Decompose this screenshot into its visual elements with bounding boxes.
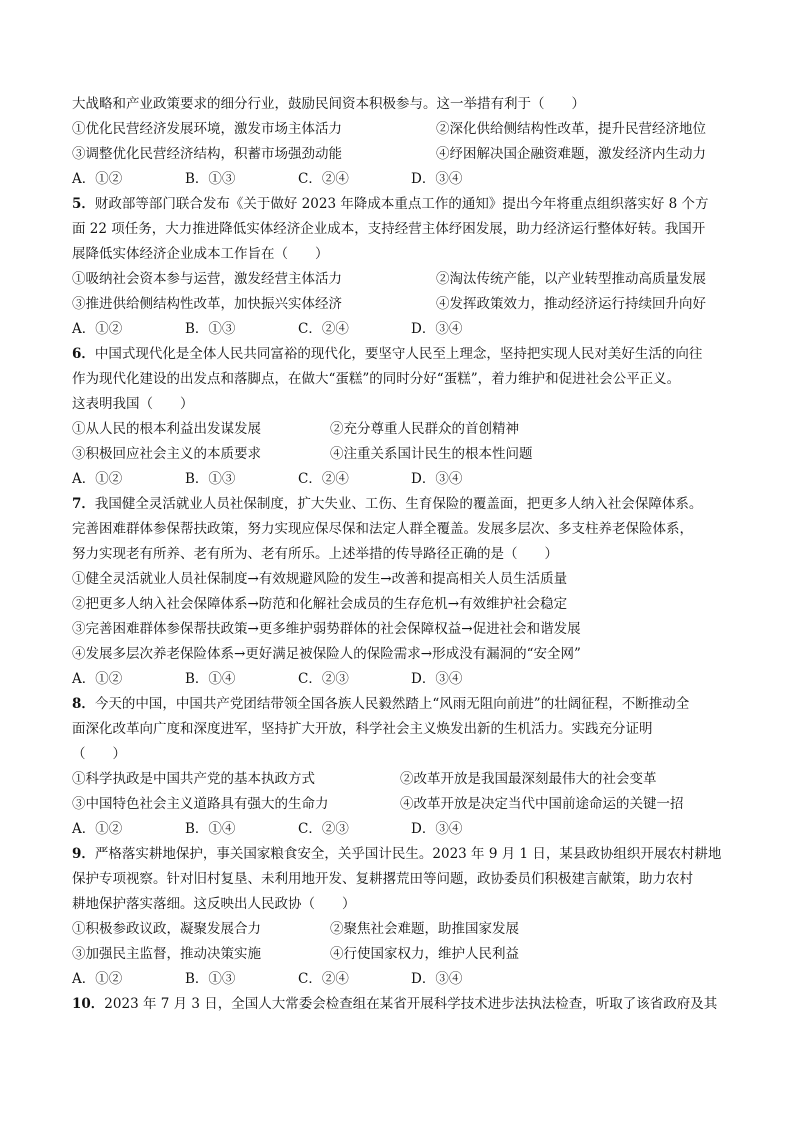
answer-a: A．①② [72,971,123,987]
question-stem-line: 保护专项视察。针对旧村复垦、未利用地开发、复耕撂荒田等问题，政协委员们积极建言献策，助力农村 [72,871,693,887]
answer-b: B．①④ [185,821,236,837]
answer-c: C．②④ [298,171,349,187]
question-stem-line: 这表明我国（ ） [72,396,194,412]
answer-c: C．②③ [298,821,349,837]
option-2: ②淘汰传统产能，以产业转型推动高质量发展 [436,271,706,287]
answer-b: B．①③ [185,471,236,487]
question-number: 6． [72,346,95,362]
question-stem-line: 展降低实体经济企业成本工作旨在（ ） [72,246,329,262]
option-1: ①积极参政议政，凝聚发展合力 [72,921,261,937]
option-list [72,117,732,167]
answer-d: D．③④ [411,971,463,987]
option-4: ④纾困解决国企融资难题，激发经济内生动力 [436,146,706,162]
answer-choices [72,167,732,192]
question-8 [72,692,732,842]
answer-choices [72,817,732,842]
option-1: ①从人民的根本利益出发谋发展 [72,421,261,437]
option-2: ②深化供给侧结构性改革，提升民营经济地位 [436,121,706,137]
question-stem-line: 我国健全灵活就业人员社保制度，扩大失业、工伤、生育保险的覆盖面，把更多人纳入社会保障体系。 [94,496,703,512]
option-2: ②把更多人纳入社会保障体系→防范和化解社会成员的生存危机→有效维护社会稳定 [72,596,568,612]
question-stem-line: （ ） [72,746,126,762]
answer-d: D．③④ [411,471,463,487]
answer-d: D．③④ [411,671,463,687]
option-2: ②充分尊重人民群众的首创精神 [330,421,519,437]
option-4: ④注重关系国计民生的根本性问题 [330,446,533,462]
answer-b: B．①④ [185,671,236,687]
answer-c: C．②④ [298,471,349,487]
question-stem-line: 努力实现老有所养、老有所为、老有所乐。上述举措的传导路径正确的是（ ） [72,546,558,562]
answer-b: B．①③ [185,171,236,187]
answer-c: C．②④ [298,971,349,987]
answer-choices [72,667,732,692]
answer-b: B．①③ [185,971,236,987]
option-3: ③完善困难群体参保帮扶政策→更多维护弱势群体的社会保障权益→促进社会和谐发展 [72,621,581,637]
question-9 [72,842,732,992]
question-number: 10． [72,996,105,1012]
option-list [72,767,732,817]
question-10 [72,992,732,1017]
answer-c: C．②③ [298,671,349,687]
answer-d: D．③④ [411,321,463,337]
question-stem-line: 耕地保护落实落细。这反映出人民政协（ ） [72,896,356,912]
option-4: ④改革开放是决定当代中国前途命运的关键一招 [400,796,684,812]
answer-d: D．③④ [411,171,463,187]
question-stem-line: 严格落实耕地保护，事关国家粮食安全，关乎国计民生。2023 年 9 月 1 日，某县政协组织开展农村耕地 [94,846,722,862]
question-number: 8． [72,696,95,712]
question-4 [72,92,732,192]
answer-d: D．③④ [411,821,463,837]
answer-a: A．①② [72,821,123,837]
option-3: ③加强民主监督，推动决策实施 [72,946,261,962]
answer-choices [72,317,732,342]
option-4: ④行使国家权力，维护人民利益 [330,946,519,962]
option-3: ③调整优化民营经济结构，积蓄市场强劲动能 [72,146,342,162]
question-stem-line: 面深化改革向广度和深度进军，坚持扩大开放，科学社会主义焕发出新的生机活力。实践充分证明 [72,721,653,737]
option-2: ②改革开放是我国最深刻最伟大的社会变革 [400,771,657,787]
question-stem-line: 财政部等部门联合发布《关于做好 2023 年降成本重点工作的通知》提出今年将重点组织落实好 8 个方 [94,196,709,212]
answer-b: B．①③ [185,321,236,337]
option-1: ①科学执政是中国共产党的基本执政方式 [72,771,315,787]
question-stem-line: 2023 年 7 月 3 日，全国人大常委会检查组在某省开展科学技术进步法执法检查，听取了该省政府及其 [104,996,718,1012]
answer-a: A．①② [72,671,123,687]
question-number: 9． [72,846,95,862]
option-1: ①吸纳社会资本参与运营，激发经营主体活力 [72,271,342,287]
question-number: 7． [72,496,95,512]
answer-a: A．①② [72,171,123,187]
option-4: ④发展多层次养老保险体系→更好满足被保险人的保险需求→形成没有漏洞的“安全网” [72,646,581,662]
question-6 [72,342,732,492]
option-list [72,267,732,317]
question-stem-line: 作为现代化建设的出发点和落脚点，在做大“蛋糕”的同时分好“蛋糕”，着力维护和促进社会公平正义。 [72,371,681,387]
option-1: ①优化民营经济发展环境，激发市场主体活力 [72,121,342,137]
question-stem-line: 完善困难群体参保帮扶政策，努力实现应保尽保和法定人群全覆盖。发展多层次、多支柱养老保险体系， [72,521,693,537]
answer-c: C．②④ [298,321,349,337]
option-list [72,917,732,967]
question-stem-line: 中国式现代化是全体人民共同富裕的现代化，要坚守人民至上理念，坚持把实现人民对美好生活的向往 [94,346,703,362]
option-3: ③积极回应社会主义的本质要求 [72,446,261,462]
question-stem: 大战略和产业政策要求的细分行业，鼓励民间资本积极参与。这一举措有利于（ ） [72,96,585,112]
question-stem-line: 今天的中国，中国共产党团结带领全国各族人民毅然踏上“风雨无阻向前进”的壮阔征程，不断推动全 [94,696,690,712]
option-2: ②聚焦社会难题，助推国家发展 [330,921,519,937]
question-number: 5． [72,196,95,212]
question-stem-line: 面 22 项任务，大力推进降低实体经济企业成本，支持经营主体纾困发展，助力经济运行整体好转。我国开 [72,221,706,237]
option-3: ③中国特色社会主义道路具有强大的生命力 [72,796,329,812]
answer-choices [72,467,732,492]
option-list [72,417,732,467]
question-7 [72,492,732,692]
option-1: ①健全灵活就业人员社保制度→有效规避风险的发生→改善和提高相关人员生活质量 [72,571,568,587]
question-5 [72,192,732,342]
option-3: ③推进供给侧结构性改革，加快振兴实体经济 [72,296,342,312]
exam-page [72,92,732,1017]
answer-a: A．①② [72,321,123,337]
answer-a: A．①② [72,471,123,487]
option-4: ④发挥政策效力，推动经济运行持续回升向好 [436,296,706,312]
answer-choices [72,967,732,992]
